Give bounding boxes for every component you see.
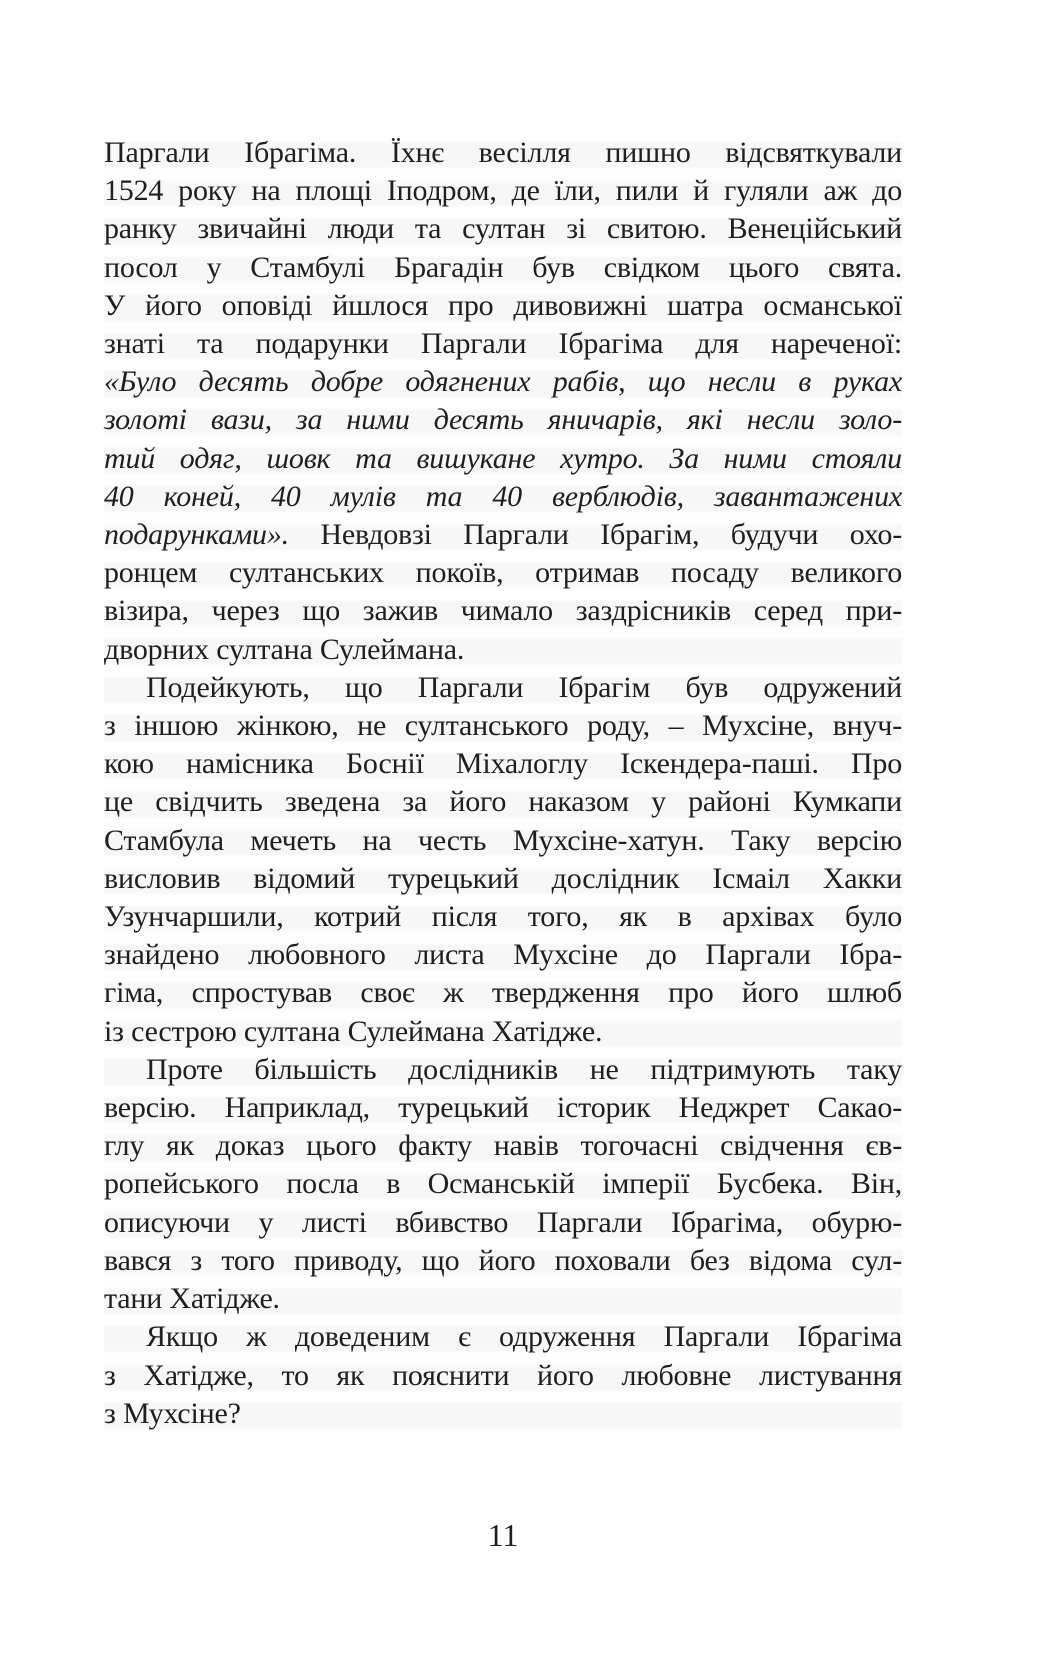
text-run: висловив відомий турецький дослідник Ісмаіл Хакки [104, 861, 902, 895]
page-text [104, 134, 902, 1433]
text-line [104, 172, 902, 210]
page-number: 11 [487, 1517, 519, 1553]
text-run: глу як доказ цього факту навів тогочасні свідчення єв- [104, 1129, 902, 1163]
text-line [104, 745, 902, 783]
text-run: Невдовзі Паргали Ібрагім, будучи охо- [288, 518, 902, 552]
text-line [104, 707, 902, 745]
text-line [104, 210, 902, 248]
text-line [104, 1280, 902, 1318]
text-line [104, 1395, 902, 1433]
text-run: Стамбула мечеть на честь Мухсіне-хатун. Таку версію [104, 823, 902, 857]
text-line [104, 898, 902, 936]
text-line [104, 822, 902, 860]
text-line [104, 287, 902, 325]
text-line [104, 1089, 902, 1127]
text-line [104, 974, 902, 1012]
text-run: 1524 року на площі Іподром, де їли, пили й гуляли аж до [104, 174, 902, 208]
quote-text-run: золоті вази, за ними десять яничарів, які несли золо- [104, 403, 902, 437]
text-run: з іншою жінкою, не султанського роду, – Мухсіне, внуч- [104, 709, 902, 743]
text-line [104, 669, 902, 707]
text-run: гіма, спростував своє ж твердження про його шлюб [104, 976, 902, 1010]
text-line [104, 1318, 902, 1356]
text-line [104, 592, 902, 630]
text-run: ропейського посла в Османській імперії Бусбека. Він, [104, 1167, 902, 1201]
text-line [104, 1127, 902, 1165]
text-run: Подейкують, що Паргали Ібрагім був одружений [146, 670, 902, 704]
text-line [104, 440, 902, 478]
text-run: знайдено любовного листа Мухсіне до Паргали Ібра- [104, 938, 902, 972]
text-line [104, 1013, 902, 1051]
text-run: версію. Наприклад, турецький історик Неджрет Сакао- [104, 1091, 902, 1125]
text-line [104, 860, 902, 898]
text-run: Паргали Ібрагіма. Їхнє весілля пишно відсвяткували [104, 136, 902, 169]
text-line [104, 1242, 902, 1280]
text-line [104, 1165, 902, 1203]
quote-text-run: подарунками». [104, 518, 289, 552]
text-run: ранку звичайні люди та султан зі свитою. Венеційський [104, 212, 902, 246]
text-run: ронцем султанських покоїв, отримав посаду великого [104, 556, 902, 590]
text-run: У його оповіді йшлося про дивовижні шатра османської [104, 288, 902, 322]
text-line [104, 1051, 902, 1089]
text-run: Якщо ж доведеним є одруження Паргали Ібрагіма [146, 1320, 902, 1354]
text-run: із сестрою султана Сулеймана Хатідже. [104, 1014, 603, 1048]
text-run: візира, через що зажив чимало заздрісників серед при- [104, 594, 902, 628]
text-line [104, 363, 902, 401]
quote-text-run: «Було десять добре одягнених рабів, що несли в руках [104, 365, 902, 399]
text-line [104, 325, 902, 363]
text-line [104, 134, 902, 172]
text-run: посол у Стамбулі Брагадін був свідком цього свята. [104, 250, 902, 284]
text-run: кою намісника Боснії Міхалоглу Іскендера-паші. Про [104, 747, 902, 781]
text-line [104, 1357, 902, 1395]
text-line [104, 783, 902, 821]
text-run: з Мухсіне? [104, 1396, 241, 1430]
quote-text-run: 40 коней, 40 мулів та 40 верблюдів, завантажених [104, 479, 902, 513]
text-run: це свідчить зведена за його наказом у районі Кумкапи [104, 785, 902, 819]
text-run: з Хатідже, то як пояснити його любовне листування [104, 1358, 902, 1392]
text-run: вався з того приводу, що його поховали без відома сул- [104, 1243, 902, 1277]
text-run: дворних султана Сулеймана. [104, 632, 465, 666]
text-run: Проте більшість дослідників не підтримують таку [146, 1052, 902, 1086]
text-line [104, 516, 902, 554]
text-run: тани Хатідже. [104, 1282, 280, 1316]
quote-text-run: тий одяг, шовк та вишукане хутро. За ними стояли [104, 441, 902, 475]
text-line [104, 249, 902, 287]
text-run: знаті та подарунки Паргали Ібрагіма для нареченої: [104, 327, 902, 361]
text-run: Узунчаршили, котрий після того, як в архівах було [104, 900, 902, 934]
text-line [104, 631, 902, 669]
text-line [104, 1204, 902, 1242]
text-line [104, 554, 902, 592]
text-line [104, 478, 902, 516]
text-run: описуючи у листі вбивство Паргали Ібрагіма, обурю- [104, 1205, 902, 1239]
text-line [104, 401, 902, 439]
text-line [104, 936, 902, 974]
